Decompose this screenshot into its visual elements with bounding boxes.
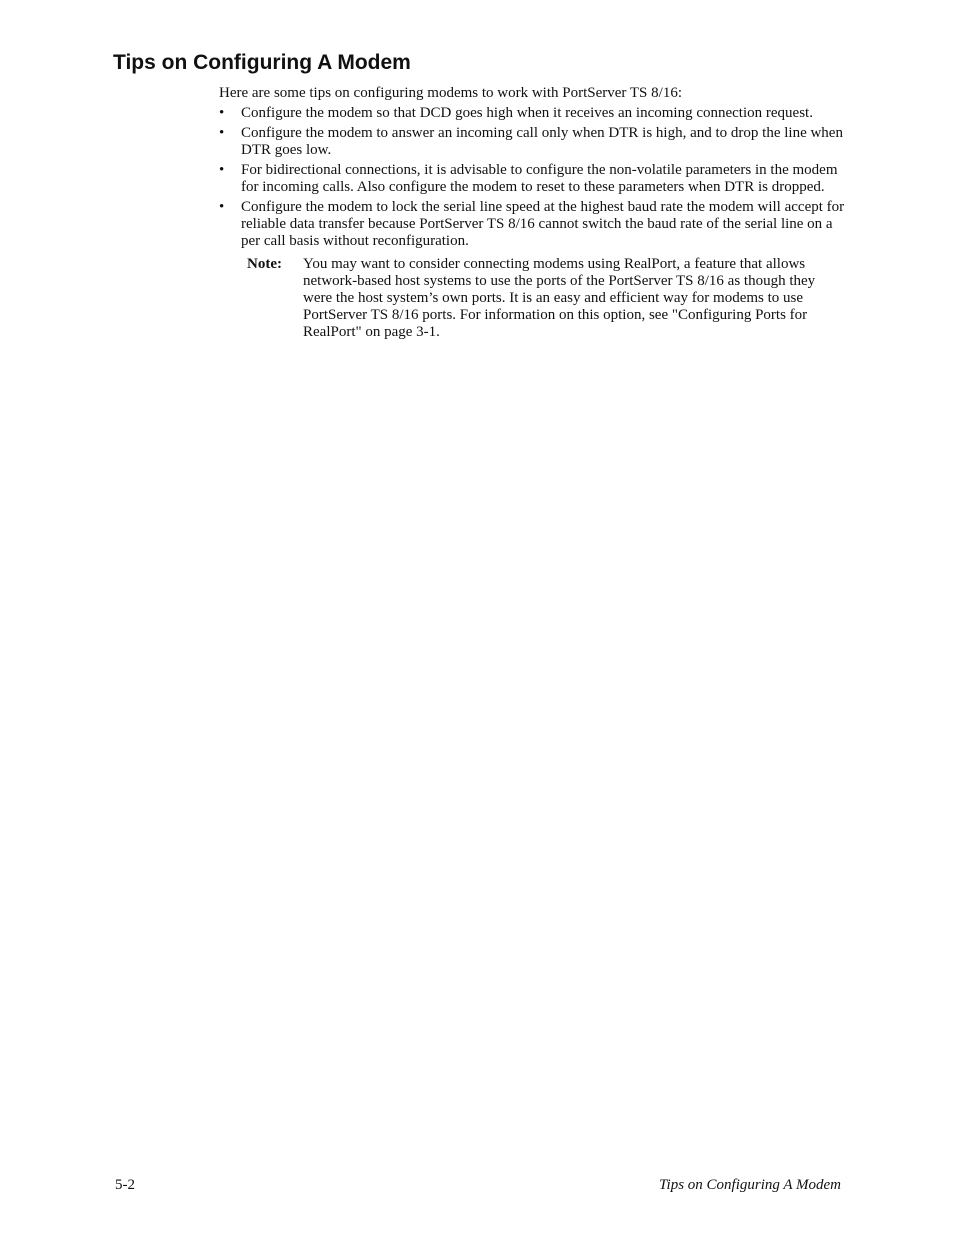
list-item	[219, 199, 845, 250]
tip-text: For bidirectional connections, it is advisable to configure the non-volatile parameters in the modem for incoming calls. Also configure the modem to reset to these parameters when DTR is dropped.	[241, 162, 838, 195]
list-item	[219, 125, 845, 159]
bullet-icon: •	[219, 125, 225, 141]
section-body	[219, 85, 845, 341]
tips-list	[219, 105, 845, 250]
bullet-icon: •	[219, 105, 225, 121]
page-number: 5-2	[115, 1177, 135, 1193]
tip-text: Configure the modem so that DCD goes high when it receives an incoming connection request.	[241, 105, 813, 121]
bullet-icon: •	[219, 199, 225, 215]
bullet-icon: •	[219, 162, 225, 178]
note-label: Note:	[247, 256, 282, 272]
tip-text: Configure the modem to answer an incoming call only when DTR is high, and to drop the line when DTR goes low.	[241, 125, 843, 158]
note-block	[247, 256, 845, 341]
footer-section-title: Tips on Configuring A Modem	[659, 1177, 841, 1193]
list-item	[219, 162, 845, 196]
tip-text: Configure the modem to lock the serial line speed at the highest baud rate the modem will accept for reliable data transfer because PortServer TS 8/16 cannot switch the baud rate of the serial line on a per call basis without reconfiguration.	[241, 199, 845, 249]
intro-paragraph: Here are some tips on configuring modems to work with PortServer TS 8/16:	[219, 85, 682, 101]
list-item	[219, 105, 845, 122]
section-heading: Tips on Configuring A Modem	[113, 51, 411, 74]
note-text: You may want to consider connecting modems using RealPort, a feature that allows network-based host systems to use the ports of the PortServer TS 8/16 as though they were the host system’s own ports. It is an easy and efficient way for modems to use PortServer TS 8/16 ports. For information on this option, see "Configuring Ports for RealPort" on page 3-1.	[303, 256, 816, 340]
